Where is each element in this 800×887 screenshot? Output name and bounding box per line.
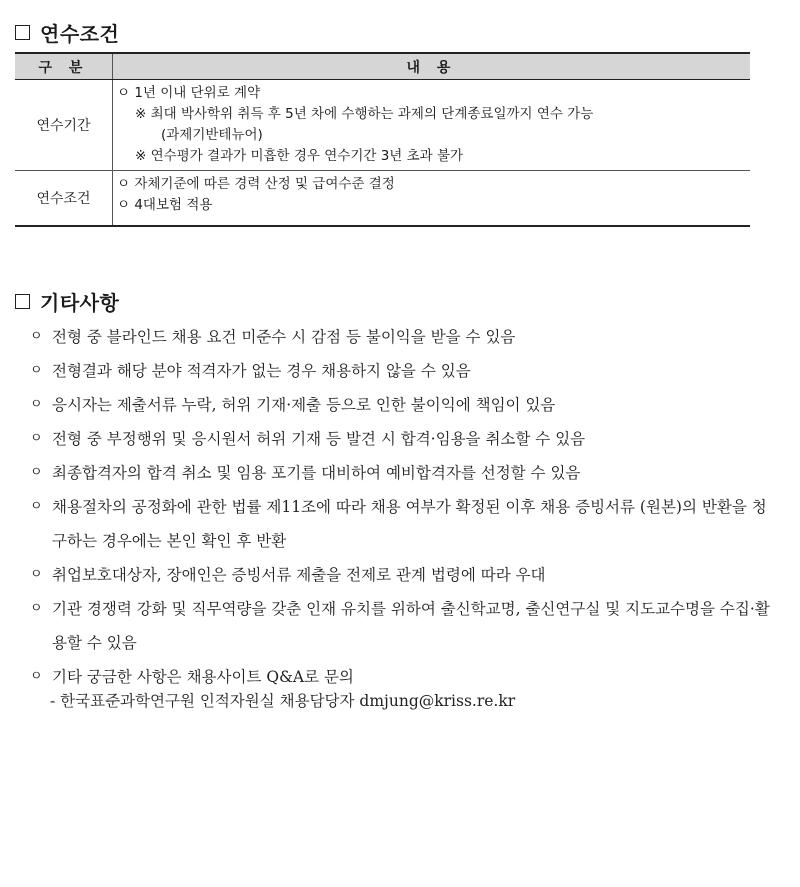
list-item: ㅇ 전형결과 해당 분야 적격자가 없는 경우 채용하지 않을 수 있음 [30,354,780,388]
table-row [15,171,750,226]
bullet-icon: ㅇ [30,397,43,412]
checkbox-square-icon [15,25,30,40]
row-content [113,80,751,171]
list-item: ㅇ 전형 중 부정행위 및 응시원서 허위 기재 등 발견 시 합격·임용을 취소할 수 있음 [30,422,780,456]
row-label: 연수기간 [15,80,113,171]
list-item: ㅇ 최종합격자의 합격 취소 및 임용 포기를 대비하여 예비합격자를 선정할 수 있음 [30,456,780,490]
bullet-icon: ㅇ [30,363,43,378]
row-content [113,171,751,226]
bullet-icon: ㅇ [30,567,43,582]
list-item: ㅇ 응시자는 제출서류 누락, 허위 기재·제출 등으로 인한 불이익에 책임이 있음 [30,388,780,422]
header-category: 구 분 [15,53,113,80]
training-conditions-table [15,52,750,227]
other-matters-list [30,320,780,694]
list-item: ㅇ 채용절차의 공정화에 관한 법률 제11조에 따라 채용 여부가 확정된 이후 채용 증빙서류 (원본)의 반환을 청구하는 경우에는 본인 확인 후 반환 [30,490,780,558]
section-heading-training-conditions [15,18,119,47]
bullet-icon: ㅇ [30,329,43,344]
checkbox-square-icon [15,294,30,309]
content-note-cont: (과제기반테뉴어) [161,127,263,143]
content-note: ※ 최대 박사학위 취득 후 5년 차에 수행하는 과제의 단계종료일까지 연수 가능 [135,106,594,122]
bullet-icon: ㅇ [30,669,43,684]
list-item: ㅇ 취업보호대상자, 장애인은 증빙서류 제출을 전제로 관계 법령에 따라 우대 [30,558,780,592]
contact-sub-item: - 한국표준과학연구원 인적자원실 채용담당자 dmjung@kriss.re.kr [50,692,516,710]
table-row [15,80,750,171]
bullet-icon: ㅇ [30,499,43,514]
content-line: ㅇ 4대보험 적용 [117,197,213,213]
bullet-icon: ㅇ [30,601,43,616]
row-label: 연수조건 [15,171,113,226]
header-content: 내 용 [113,53,751,80]
list-item: ㅇ 기관 경쟁력 강화 및 직무역량을 갖춘 인재 유치를 위하여 출신학교명, 출신연구실 및 지도교수명을 수집·활용할 수 있음 [30,592,780,660]
bullet-icon: ㅇ [30,431,43,446]
content-line: ㅇ 자체기준에 따른 경력 산정 및 급여수준 결정 [117,176,395,192]
bullet-icon: ㅇ [30,465,43,480]
list-item: ㅇ 전형 중 블라인드 채용 요건 미준수 시 감점 등 불이익을 받을 수 있음 [30,320,780,354]
section-title: 연수조건 [40,22,120,46]
content-note: ※ 연수평가 결과가 미흡한 경우 연수기간 3년 초과 불가 [135,148,464,164]
list-item: ㅇ 기타 궁금한 사항은 채용사이트 Q&A로 문의 [30,660,780,694]
section-heading-other-matters [15,287,119,316]
table-header-row [15,53,750,80]
section-title: 기타사항 [40,291,120,315]
content-line: ㅇ 1년 이내 단위로 계약 [117,85,261,101]
